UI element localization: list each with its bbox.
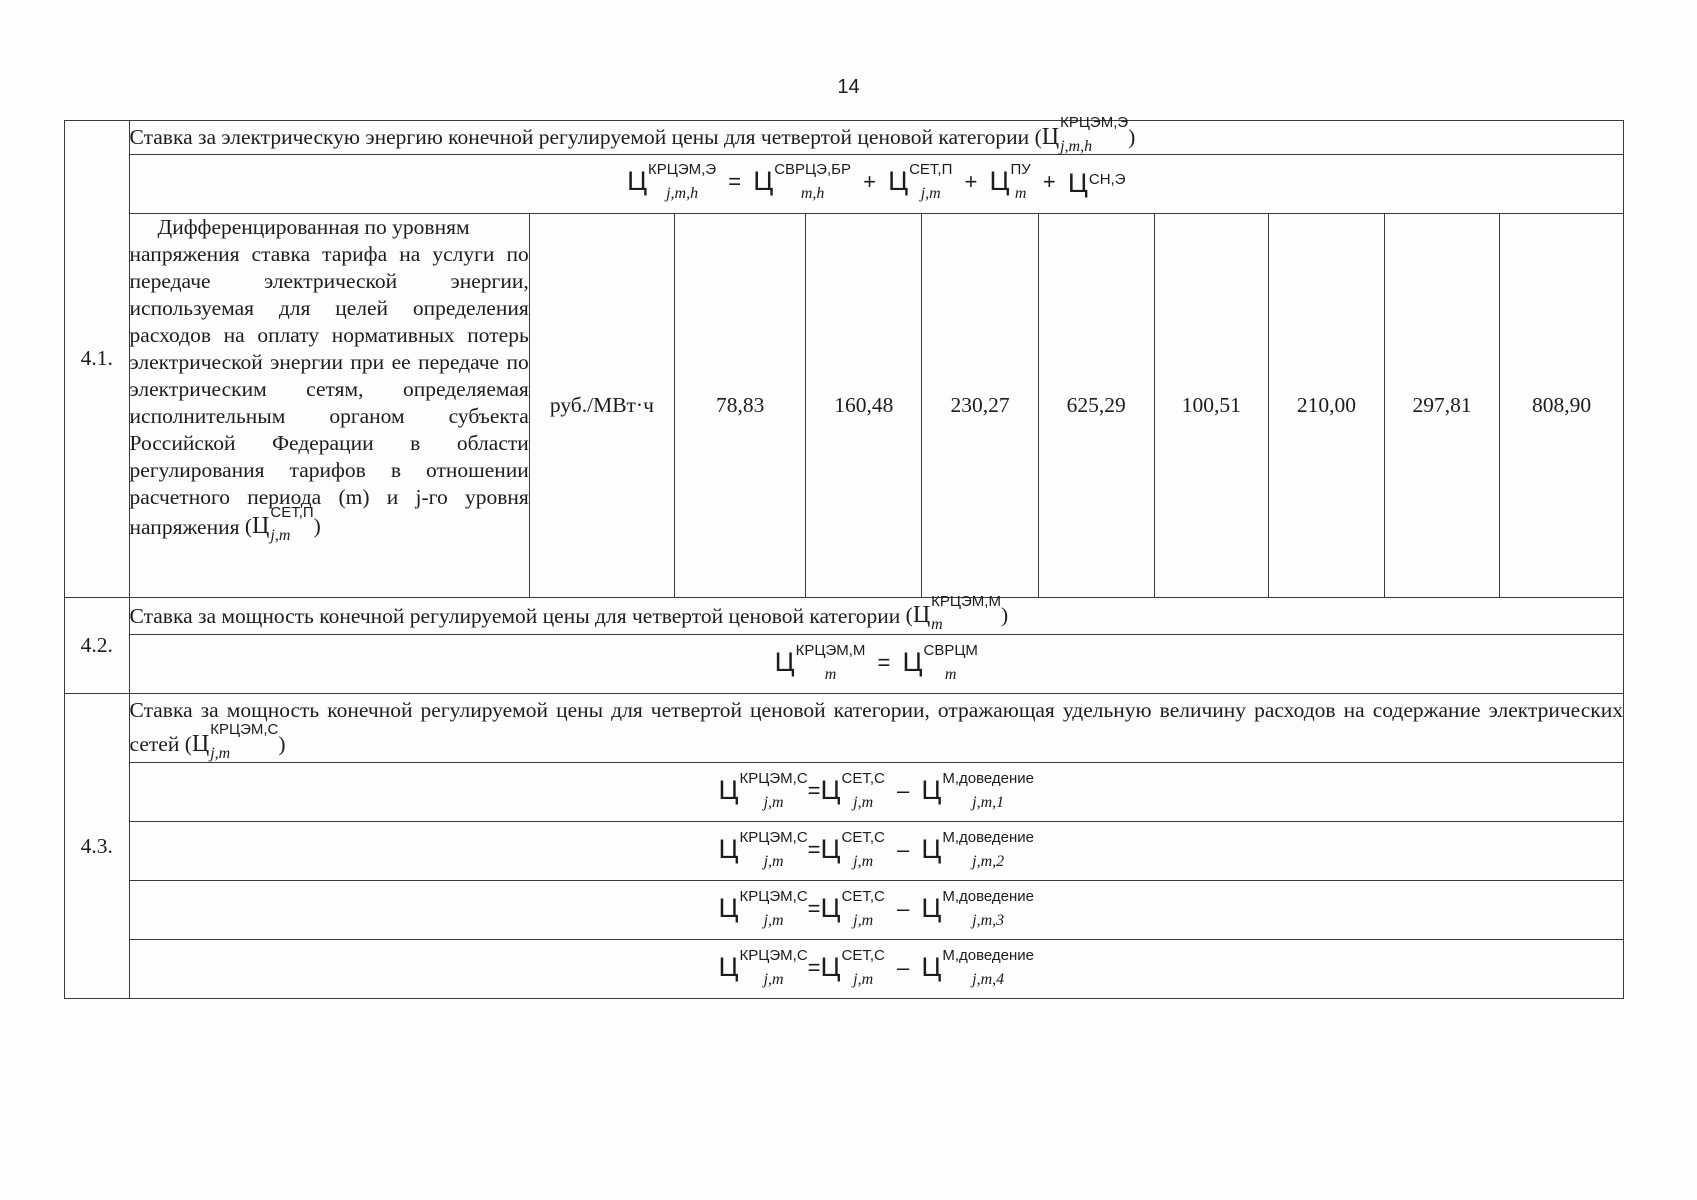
section-4-1-title-row: [65, 121, 1624, 155]
formula-term: Ц СЕТ,П j,m: [888, 161, 953, 202]
section-4-3-title-row: [65, 694, 1624, 763]
section-4-2-formula-row: [65, 635, 1624, 694]
description-cell: [129, 213, 529, 597]
formula-term: Ц СН,Э: [1067, 168, 1126, 199]
title-symbol: ( Ц КРЦЭМ,С j,m ): [184, 721, 286, 762]
section-number: 4.1.: [65, 121, 130, 598]
value-cell: 78,83: [675, 213, 806, 597]
title-symbol: ( Ц КРЦЭМ,М m ): [905, 592, 1009, 634]
title-symbol: ( Ц КРЦЭМ,Э j,m,h ): [1034, 114, 1136, 155]
tariff-table: [64, 114, 1624, 999]
formula-term: Ц СВРЦЭ,БР m,h: [753, 161, 851, 202]
value-cell: 210,00: [1268, 213, 1384, 597]
section-4-3-formula-row: [65, 881, 1624, 940]
description-symbol: ( Ц СЕТ,П j,m ): [244, 503, 321, 545]
description-text: напряжения ставка тарифа на услуги по передаче электрической энергии, используемая для целей определения расходов на оплату нормативных потерь электрической энергии при ее передаче по электрическим сетям, определяемая исполнительным органом субъекта Российской Федерации в области регулирования тарифов в отношении расчетного периода (m) и j-го уровня напряжения: [129, 241, 529, 539]
section-4-1-formula-row: [65, 154, 1624, 213]
formula: Ц КРЦЭМ,С j,m =Ц СЕТ,С j,m – Ц М,доведение j,m,3: [129, 881, 1623, 940]
section-title: [129, 694, 1623, 763]
page-number: 14: [837, 76, 860, 98]
section-4-3-formula-row: [65, 763, 1624, 822]
section-title: [129, 592, 1623, 635]
section-number: 4.3.: [65, 694, 130, 999]
section-4-3-formula-row: [65, 822, 1624, 881]
formula: Ц КРЦЭМ,М m = Ц СВРЦМ m: [129, 635, 1623, 694]
formula-rhs: Ц СВРЦМ m: [902, 641, 978, 683]
formula: Ц КРЦЭМ,Э j,m,h = Ц СВРЦЭ,БР m,h + Ц СЕТ,П j,m + Ц ПУ m + Ц СН,Э: [129, 154, 1623, 213]
section-number: 4.2.: [65, 597, 130, 694]
section-title: [129, 114, 1623, 155]
formula: Ц КРЦЭМ,С j,m =Ц СЕТ,С j,m – Ц М,доведение j,m,2: [129, 822, 1623, 881]
section-4-1-data-row: [65, 213, 1624, 597]
value-cell: 625,29: [1038, 213, 1154, 597]
section-title-text: Ставка за мощность конечной регулируемой цены для четвертой ценовой категории: [129, 603, 901, 628]
value-cell: 100,51: [1154, 213, 1268, 597]
section-4-3-formula-row: [65, 940, 1624, 999]
value-cell: 230,27: [922, 213, 1038, 597]
formula: Ц КРЦЭМ,С j,m =Ц СЕТ,С j,m – Ц М,доведение j,m,4: [129, 940, 1623, 999]
value-cell: 160,48: [806, 213, 922, 597]
unit-cell: руб./МВт·ч: [529, 213, 674, 597]
value-cell: 808,90: [1500, 213, 1624, 597]
section-4-2-title-row: [65, 597, 1624, 635]
section-title-text: Ставка за мощность конечной регулируемой цены для четвертой ценовой категории, отражающая удельную величину расходов на содержание электрических сетей: [129, 698, 1623, 757]
formula-lhs: Ц КРЦЭМ,Э j,m,h: [627, 161, 717, 202]
section-title-text: Ставка за электрическую энергию конечной регулируемой цены для четвертой ценовой категории: [129, 124, 1030, 149]
formula: Ц КРЦЭМ,С j,m =Ц СЕТ,С j,m – Ц М,доведение j,m,1: [129, 763, 1623, 822]
formula-lhs: Ц КРЦЭМ,М m: [774, 641, 866, 683]
formula-term: Ц ПУ m: [989, 161, 1031, 202]
description-first-line: Дифференцированная по уровням: [157, 214, 470, 239]
value-cell: 297,81: [1385, 213, 1500, 597]
